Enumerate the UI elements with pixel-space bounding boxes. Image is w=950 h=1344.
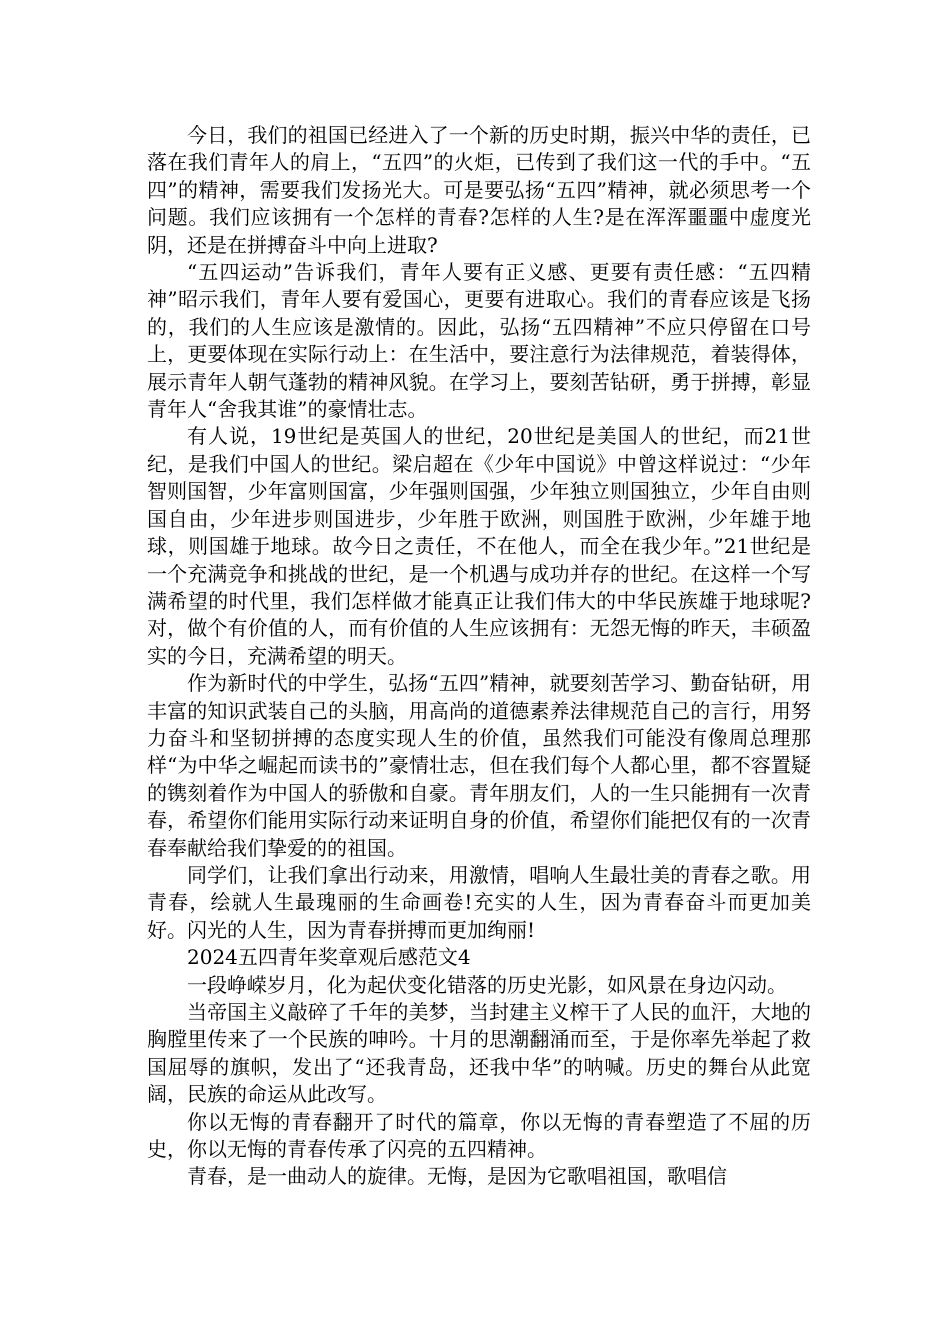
paragraph-3: 有人说，19世纪是英国人的世纪，20世纪是美国人的世纪，而21世纪，是我们中国人的世纪。梁启超在《少年中国说》中曾这样说过：“少年智则国智，少年富则国富，少年强则国强，少年独立则国独立，少年自由则国自由，少年进步则国进步，少年胜于欧洲，则国胜于欧洲，少年雄于地球，则国雄于地球。故今日之责任，不在他人，而全在我少年。”21世纪是一个充满竞争和挑战的世纪，是一个机遇与成功并存的世纪。在这样一个写满希望的时代里，我们怎样做才能真正让我们伟大的中华民族雄于地球呢?对，做个有价值的人，而有价值的人生应该拥有：无怨无悔的昨天，丰硕盈实的今日，充满希望的明天。 <box>147 424 811 668</box>
paragraph-7: 当帝国主义敲碎了千年的美梦，当封建主义榨干了人民的血汗，大地的胸膛里传来了一个民族的呻吟。十月的思潮翻涌而至，于是你率先举起了救国屈辱的旗帜，发出了“还我青岛，还我中华”的呐喊。历史的舞台从此宽阔，民族的命运从此改写。 <box>147 1000 811 1107</box>
paragraph-8: 你以无悔的青春翻开了时代的篇章，你以无悔的青春塑造了不屈的历史，你以无悔的青春传承了闪亮的五四精神。 <box>147 1109 811 1162</box>
document-page <box>147 122 811 1191</box>
paragraph-9: 青春，是一曲动人的旋律。无悔，是因为它歌唱祖国，歌唱信 <box>187 1164 727 1189</box>
paragraph-1: 今日，我们的祖国已经进入了一个新的历史时期，振兴中华的责任，已落在我们青年人的肩上，“五四”的火炬，已传到了我们这一代的手中。“五四”的精神，需要我们发扬光大。可是要弘扬“五四”精神，就必须思考一个问题。我们应该拥有一个怎样的青春?怎样的人生?是在浑浑噩噩中虚度光阴，还是在拼搏奋斗中向上进取? <box>147 123 811 257</box>
paragraph-4: 作为新时代的中学生，弘扬“五四”精神，就要刻苦学习、勤奋钻研，用丰富的知识武装自己的头脑，用高尚的道德素养法律规范自己的言行，用努力奋斗和坚韧拼搏的态度实现人生的价值，虽然我们可能没有像周总理那样“为中华之崛起而读书的”豪情壮志，但在我们每个人都心里，都不容置疑的镌刻着作为中国人的骄傲和自豪。青年朋友们，人的一生只能拥有一次青春，希望你们能用实际行动来证明自身的价值，希望你们能把仅有的一次青春奉献给我们挚爱的的祖国。 <box>147 671 811 860</box>
paragraph-6: 一段峥嵘岁月，化为起伏变化错落的历史光影，如风景在身边闪动。 <box>187 972 787 997</box>
section-heading: 2024五四青年奖章观后感范文4 <box>187 945 471 970</box>
paragraph-5: 同学们，让我们拿出行动来，用激情，唱响人生最壮美的青春之歌。用青春，绘就人生最瑰丽的生命画卷!充实的人生，因为青春奋斗而更加美好。闪光的人生，因为青春拼搏而更加绚丽! <box>147 862 811 942</box>
paragraph-2: “五四运动”告诉我们，青年人要有正义感、更要有责任感：“五四精神”昭示我们，青年人要有爱国心，更要有进取心。我们的青春应该是飞扬的，我们的人生应该是激情的。因此，弘扬“五四精神”不应只停留在口号上，更要体现在实际行动上：在生活中，要注意行为法律规范，着装得体，展示青年人朝气蓬勃的精神风貌。在学习上，要刻苦钻研，勇于拼搏，彰显青年人“舍我其谁”的豪情壮志。 <box>147 260 811 422</box>
